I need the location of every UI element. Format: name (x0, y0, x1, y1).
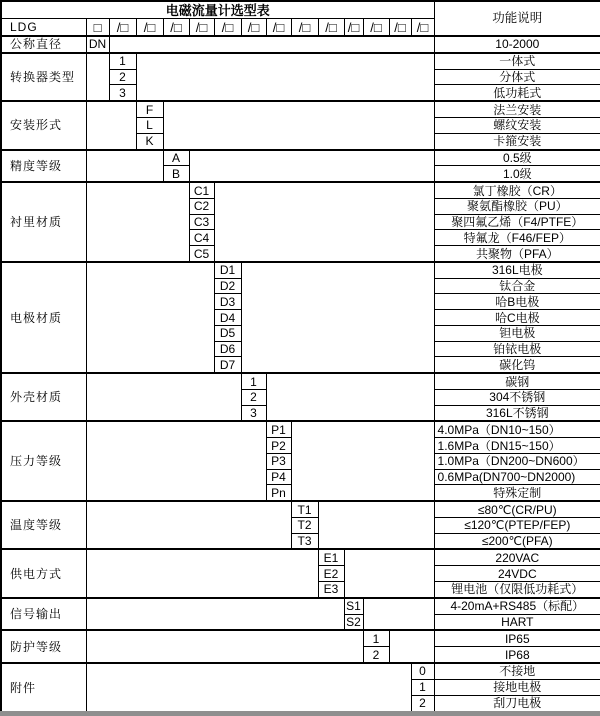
option-code: P1 (266, 421, 291, 437)
spacer-cell (86, 630, 363, 663)
model-code-slot: /□ (389, 19, 411, 37)
option-description: 哈C电极 (434, 310, 600, 326)
spacer-cell (214, 182, 434, 262)
spacer-cell (86, 150, 163, 183)
spacer-cell (86, 101, 136, 149)
option-description: IP68 (434, 647, 600, 663)
option-description: 螺纹安装 (434, 118, 600, 134)
option-description: 220VAC (434, 549, 600, 565)
option-code: P3 (266, 453, 291, 469)
option-code: T3 (291, 533, 318, 549)
option-description: 接地电极 (434, 679, 600, 695)
spacer-cell (86, 182, 189, 262)
section-label-housing: 外壳材质 (1, 373, 86, 421)
option-description: 铂铱电极 (434, 341, 600, 357)
spacer-cell (241, 262, 434, 373)
spacer-cell (86, 262, 214, 373)
model-prefix: LDG (1, 19, 86, 37)
option-description: 316L不锈钢 (434, 405, 600, 421)
spacer-cell (86, 421, 266, 501)
option-code: D5 (214, 325, 241, 341)
option-code: C4 (189, 230, 214, 246)
option-description: 共聚物（PFA） (434, 246, 600, 262)
section-label-accessories: 附件 (1, 663, 86, 713)
option-code: S2 (344, 614, 363, 630)
option-code: K (136, 133, 163, 149)
option-description: 氯丁橡胶（CR） (434, 182, 600, 198)
option-code: D2 (214, 278, 241, 294)
option-code: 1 (241, 373, 266, 389)
option-code: C2 (189, 199, 214, 215)
option-description: 10-2000 (434, 36, 600, 53)
option-description: 锂电池（仅限低功耗式） (434, 582, 600, 598)
option-code: D1 (214, 262, 241, 278)
section-label-electrode: 电极材质 (1, 262, 86, 373)
option-code: T2 (291, 517, 318, 533)
option-description: 钽电极 (434, 325, 600, 341)
option-code: D6 (214, 341, 241, 357)
option-description: 0.6MPa(DN700~DN2000) (434, 469, 600, 485)
option-description: ≤80℃(CR/PU) (434, 501, 600, 517)
section-label-temperature: 温度等级 (1, 501, 86, 549)
spacer-cell (86, 53, 109, 101)
model-code-slot: /□ (109, 19, 136, 37)
option-description: 4-20mA+RS485（标配） (434, 598, 600, 614)
spacer-cell (266, 373, 434, 421)
option-description: 钛合金 (434, 278, 600, 294)
section-label-signal: 信号输出 (1, 598, 86, 631)
option-description: 1.6MPa（DN15~150） (434, 438, 600, 454)
option-code: 1 (411, 679, 434, 695)
model-code-slot: /□ (363, 19, 389, 37)
spacer-cell (136, 53, 434, 101)
option-description: 碳钢 (434, 373, 600, 389)
model-code-slot: /□ (266, 19, 291, 37)
option-code: D7 (214, 357, 241, 373)
option-code: A (163, 150, 189, 166)
option-code: 3 (241, 405, 266, 421)
model-code-slot: /□ (241, 19, 266, 37)
option-code: 2 (109, 69, 136, 85)
section-label-installation: 安装形式 (1, 101, 86, 149)
option-code: 1 (109, 53, 136, 69)
model-code-slot: /□ (291, 19, 318, 37)
option-description: 聚氨酯橡胶（PU） (434, 199, 600, 215)
option-description: 1.0级 (434, 166, 600, 182)
option-code: B (163, 166, 189, 182)
option-description: 1.0MPa（DN200~DN600） (434, 453, 600, 469)
option-code: 2 (241, 389, 266, 405)
spacer-cell (109, 36, 434, 53)
option-description: 0.5级 (434, 150, 600, 166)
option-description: 4.0MPa（DN10~150） (434, 421, 600, 437)
option-description: 低功耗式 (434, 85, 600, 101)
model-code-slot: /□ (214, 19, 241, 37)
option-code: D4 (214, 310, 241, 326)
model-code-slot: /□ (136, 19, 163, 37)
section-label-accuracy: 精度等级 (1, 150, 86, 183)
model-code-slot: /□ (163, 19, 189, 37)
option-description: 一体式 (434, 53, 600, 69)
spacer-cell (291, 421, 434, 501)
spacer-cell (344, 549, 434, 597)
option-code: P2 (266, 438, 291, 454)
model-code-slot: /□ (189, 19, 214, 37)
option-code: E2 (318, 566, 344, 582)
option-description: 卡箍安装 (434, 133, 600, 149)
option-description: 刮刀电极 (434, 695, 600, 713)
option-description: 316L电极 (434, 262, 600, 278)
model-code-slot: /□ (344, 19, 363, 37)
option-description: 法兰安装 (434, 101, 600, 117)
spacer-cell (86, 663, 411, 713)
option-code: 0 (411, 663, 434, 679)
spacer-cell (86, 549, 318, 597)
option-code: 3 (109, 85, 136, 101)
option-description: 分体式 (434, 69, 600, 85)
option-description: IP65 (434, 630, 600, 646)
option-description: 不接地 (434, 663, 600, 679)
spacer-cell (363, 598, 434, 631)
section-label-power: 供电方式 (1, 549, 86, 597)
option-code: T1 (291, 501, 318, 517)
option-code: 2 (363, 647, 389, 663)
section-label-protection: 防护等级 (1, 630, 86, 663)
option-code: 2 (411, 695, 434, 713)
option-code: E3 (318, 582, 344, 598)
option-code: D3 (214, 294, 241, 310)
option-code: C5 (189, 246, 214, 262)
section-label-pressure: 压力等级 (1, 421, 86, 501)
model-code-box: □ (86, 19, 109, 37)
option-description: 特殊定制 (434, 485, 600, 501)
option-description: 特氟龙（F46/FEP） (434, 230, 600, 246)
spacer-cell (189, 150, 434, 183)
spacer-cell (163, 101, 434, 149)
option-code: L (136, 118, 163, 134)
option-description: ≤120℃(PTEP/FEP) (434, 517, 600, 533)
option-description: 碳化钨 (434, 357, 600, 373)
option-description: 304不锈钢 (434, 389, 600, 405)
option-description: ≤200℃(PFA) (434, 533, 600, 549)
spacer-cell (318, 501, 434, 549)
section-label-diameter: 公称直径 (1, 36, 86, 53)
model-code-slot: /□ (411, 19, 434, 37)
section-label-lining: 衬里材质 (1, 182, 86, 262)
option-code: 1 (363, 630, 389, 646)
function-column-header: 功能说明 (434, 1, 600, 36)
option-code: C1 (189, 182, 214, 198)
option-code: E1 (318, 549, 344, 565)
option-code: C3 (189, 214, 214, 230)
spacer-cell (86, 373, 241, 421)
option-description: 24VDC (434, 566, 600, 582)
option-code: P4 (266, 469, 291, 485)
model-code-slot: /□ (318, 19, 344, 37)
table-title: 电磁流量计选型表 (1, 1, 434, 19)
option-code: Pn (266, 485, 291, 501)
option-description: 聚四氟乙烯（F4/PTFE） (434, 214, 600, 230)
option-code: F (136, 101, 163, 117)
spacer-cell (86, 598, 344, 631)
spacer-cell (389, 630, 434, 663)
section-label-converter-type: 转换器类型 (1, 53, 86, 101)
spacer-cell (86, 501, 291, 549)
option-code: DN (86, 36, 109, 53)
option-description: 哈B电极 (434, 294, 600, 310)
option-description: HART (434, 614, 600, 630)
option-code: S1 (344, 598, 363, 614)
